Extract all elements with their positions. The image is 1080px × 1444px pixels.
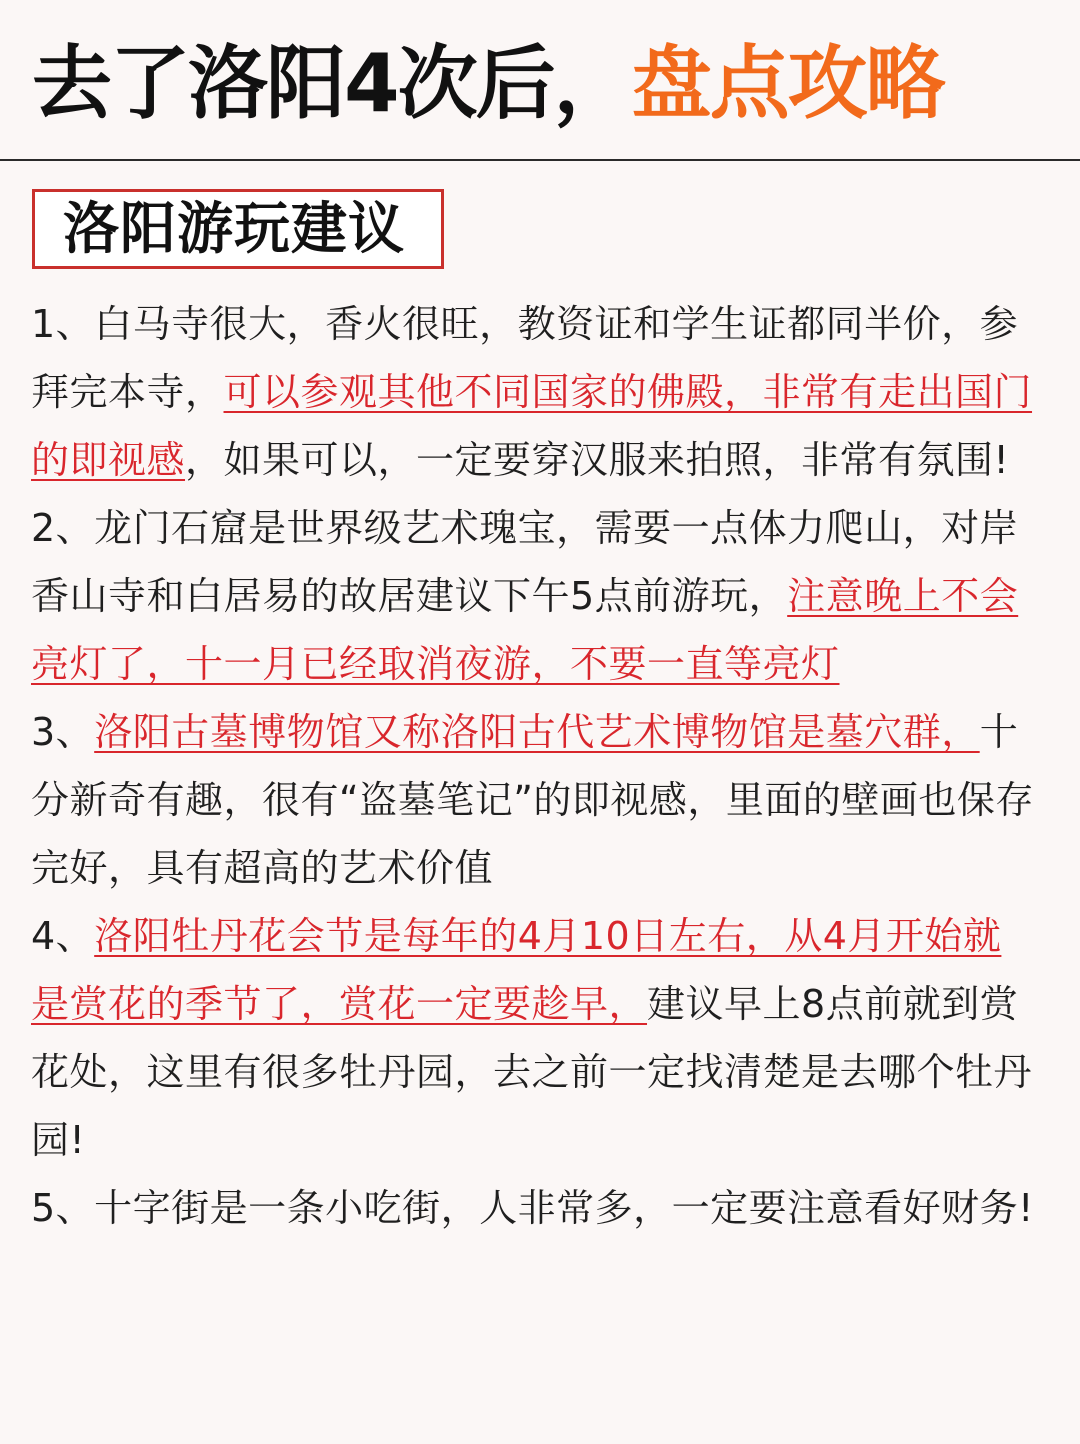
tips-list [31, 290, 1036, 1242]
tip-item [31, 290, 1036, 494]
tip-item [31, 902, 1036, 1174]
tip-text: 3、 [31, 710, 95, 754]
title-main: 去了洛阳4次后， [32, 37, 632, 130]
tip-item [31, 698, 1036, 902]
tip-text: ，如果可以，一定要穿汉服来拍照，非常有氛围! [185, 438, 1010, 482]
tip-item [31, 1174, 1036, 1242]
tip-highlight: 洛阳古墓博物馆又称洛阳古代艺术博物馆是墓穴群， [94, 710, 980, 754]
tip-highlight: 洛阳牡丹花会节是每年的4月10日左右，从4月开始就是赏花的季节了，赏花一定要趁早， [31, 914, 1002, 1026]
tip-text: 十分新奇有趣，很有“盗墓笔记”的即视感，里面的壁画也保存完好，具有超高的艺术价值 [31, 710, 1034, 890]
section-title: 洛阳游玩建议 [63, 197, 405, 262]
page-title [32, 24, 944, 144]
tip-highlight: 注意晚上不会亮灯了，十一月已经取消夜游，不要一直等亮灯 [31, 574, 1019, 686]
tip-text: 4、 [31, 914, 95, 958]
title-bar [0, 0, 1080, 160]
tip-highlight: 可以参观其他不同国家的佛殿，非常有走出国门的即视感 [31, 370, 1033, 482]
tip-text: 5、十字街是一条小吃街，人非常多，一定要注意看好财务! [31, 1186, 1034, 1230]
tip-item [31, 494, 1036, 698]
title-accent: 盘点攻略 [631, 37, 944, 130]
title-divider [0, 159, 1080, 161]
section-header-box [32, 189, 444, 269]
tip-text: 1、白马寺很大，香火很旺，教资证和学生证都同半价，参拜完本寺， [31, 302, 1019, 414]
tip-text: 建议早上8点前就到赏花处，这里有很多牡丹园，去之前一定找清楚是去哪个牡丹园! [31, 982, 1033, 1162]
tip-text: 2、龙门石窟是世界级艺术瑰宝，需要一点体力爬山，对岸香山寺和白居易的故居建议下午5点前游玩， [31, 506, 1019, 618]
